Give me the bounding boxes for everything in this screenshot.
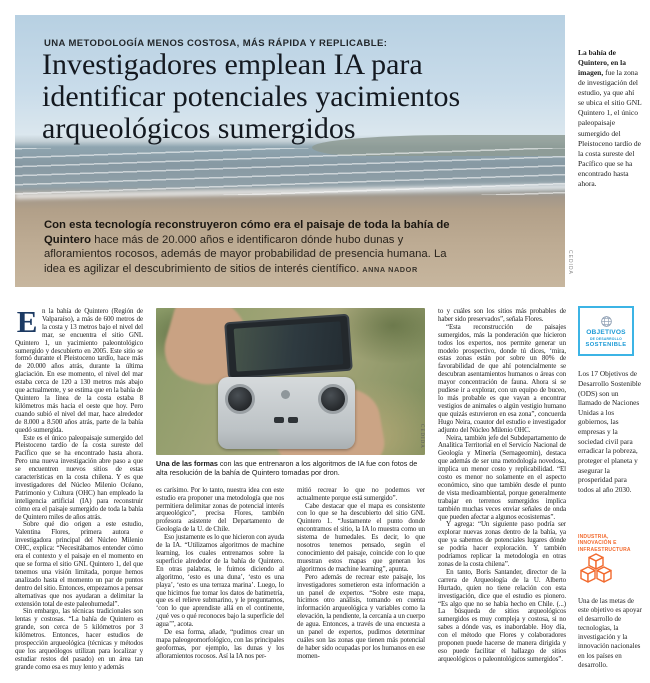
ods-wordmark-line3: SOSTENIBLE	[585, 341, 627, 348]
body-paragraph: De esa forma, añade, “pudimos crear un mapa paleogeomorfológico, con las principales geoformas, por ejemplo, las dunas y los afloramientos rocosos. Así la IA nos per-	[156, 628, 284, 660]
ods-description: Los 17 Objetivos de Desarrollo Sostenible (ODS) son un llamado de Naciones Unidas a los gobiernos, las empresas y la sociedad civil para erradicar la pobreza, proteger el planeta y asegurar la prosperidad para todos al año 2030.	[578, 369, 642, 494]
body-paragraph: Sobre qué dio origen a este estudio, Valentina Flores, primera autora e investigadora principal del Núcleo Milenio OHC, explica: “Necesitábamos entender cómo era el contexto y el paisaje en el momento en que se forma el sitio GNL Quintero 1, del que tenemos una visión limitada, porque hemos analizado hasta el momento un par de puntos dentro del sitio. Entonces, empezamos a pensar alternativas que nos ayudaran a delimitar la extensión total de este paleohumedal”.	[15, 520, 143, 608]
body-paragraph: to y cuáles son los sitios más probables de haber sido preservados”, señala Flores.	[438, 308, 566, 323]
phone-on-controller	[224, 314, 353, 379]
drone-photo-caption	[156, 459, 425, 478]
caption-bold: Una de las formas	[156, 459, 218, 468]
joystick-right	[318, 384, 348, 414]
column-4-paragraphs	[438, 308, 566, 664]
drone-photo-credit: CEDIDA	[419, 424, 424, 449]
sidebar-caption-rest: fue la zona de investigación del estudio, ya que ahí se ubica el sitio GNL Quintero 1, el único paleopaisaje sumergido del Pleistoceno tardío de la costa sureste del Pacífico que se ha encontrado hasta ahora.	[578, 67, 642, 189]
body-paragraph: n la bahía de Quintero (Región de Valparaíso), a más de 600 metros de la costa y 13 metros bajo el nivel del mar, se encuentra el sitio GNL Quintero 1, un yacimiento paleontológico sumergido y descubierto en 2005. Este sitio se formó durante el Pleistoceno tardío, hace más de 20.000 años atrás, durante la última glaciación. En ese momento, el nivel del mar estaba cerca de 120 a 130 metros más abajo que actualmente, y se estima que en la bahía de Quintero la línea de la costa estaba 8 kilómetros más hacia el oeste que hoy. Pero cuando subió el nivel del mar, hace alrededor de 8.000 a 8.500 años atrás, parte de la bahía quedó sumergida.	[15, 308, 143, 434]
body-paragraph: Cabe destacar que el mapa es consistente con lo que se ha descubierto del sitio GNL Quintero 1. “Justamente el punto donde encontramos el sitio, la IA lo muestra como un sistema de humedales. Es decir, lo que nosotros tenemos pensado, según el conocimiento del paisaje, coincide con lo que muestran estos mapas que generan los algoritmos de machine learning”, apunta.	[297, 501, 425, 573]
sdg9-description: Una de las metas de este objetivo es apoyar el desarrollo de tecnologías, la investigación y la innovación nacionales en los países en desarrollo.	[578, 597, 642, 669]
lede	[44, 218, 469, 277]
controller-buttons	[265, 415, 309, 427]
column-1-paragraphs	[15, 308, 143, 672]
body-paragraph: Neira, también jefe del Subdepartamento de Analítica Territorial en el Servicio Nacional de Geología y Minería (Sernageomin), destaca que además de ser una metodología novedosa, implica un menor costo y replicabilidad. “El costo es menor no solamente en el aspecto económico, sino que también desde el punto de vista medioambiental, porque generalmente trabajar en terrenos sumergidos implica también muchas veces enviar señales de onda que pueden afectar a algunos ecosistemas”.	[438, 433, 566, 521]
sdg9-cubes-icon	[578, 552, 614, 586]
article-column-1	[15, 308, 143, 683]
hero-beach-photo	[15, 15, 565, 287]
drone-controller-photo	[156, 308, 425, 455]
body-paragraph: “Esta reconstrucción de paisajes sumergidos, más la ponderación que hicieron todos los expertos, nos permite generar un modelo prospectivo, donde tú dices, ‘mira, estas zonas están por sobre un 80% de favorabilidad de que ahí potencialmente se descubran asentamientos humanos o áreas con mayor concentración de fauna. Ahora si se pudiese ir a explorar, con un equipo de buceo, lo más probable es que vayan a encontrar vestigios de animales o algún vestigio humano que quizás estuvieron en esa zona”, concuerda Hugo Neira, coautor del estudio e investigador adjunto del Núcleo Milenio OHC.	[438, 322, 566, 434]
middle-columns	[156, 487, 425, 683]
body-paragraph: Este es el único paleopaisaje sumergido del Pleistoceno tardío de la costa sureste del Pacífico que se ha encontrado hasta ahora. Pero una nueva investigación abre paso a que se encuentren nuevos sitios de estas características en la costa chilena. Y es que investigadores del Núcleo Milenio Océano, Patrimonio y Cultura (OHC) han empleado la inteligencia artificial (IA) para reconstruir cómo era el paisaje sumergido de toda la bahía de Quintero miles de años atrás.	[15, 433, 143, 521]
drone-remote-controller	[218, 377, 355, 449]
drop-cap: E	[16, 308, 38, 339]
article-middle-section	[156, 308, 425, 683]
byline: ANNA NADOR	[362, 265, 418, 275]
body-paragraph: Pero además de recrear este paisaje, los investigadores sometieron esta información a un panel de expertos. “Sobre este mapa, hicimos otro análisis, tomando en cuenta información arqueológica y variables como la elevación, la pendiente, la cercanía a un cuerpo de agua. Entonces, a través de una encuesta a un panel de expertos, pudimos determinar cuáles son las zonas que tienen más potencial de haber sido ocupadas por los humanos en ese momen-	[297, 572, 425, 660]
body-paragraph: mitió recrear lo que no podemos ver actualmente porque está sumergido”.	[297, 486, 425, 502]
body-paragraph: Eso justamente es lo que hicieron con ayuda de la IA. “Utilizamos algoritmos de machine learning, los cuales entrenamos sobre la superficie alrededor de la bahía de Quintero. En otras palabras, le fuimos diciendo al algoritmo, ‘esto es una duna’, ‘esto es una playa’, ‘esto es una terraza marina’. Luego, lo que hicimos fue tomar los datos de batimetría, que es el relieve submarino, y le preguntamos, ‘con lo que aprendiste allá en el continente, ¿qué ves o qué reconoces bajo la superficie del agua’”, acota.	[156, 533, 284, 629]
ods-wordmark-line1: OBJETIVOS	[586, 328, 626, 336]
phone-screen	[234, 322, 343, 372]
headline: Investigadores emplean IA para identificar potenciales yacimientos arqueológicos sumergidos	[42, 48, 461, 145]
article-column-4	[438, 308, 566, 683]
body-paragraph: Sin embargo, las técnicas tradicionales son lentas y costosas. “La bahía de Quintero es grande, son cerca de 5 kilómetros por 3 kilómetros. Entonces, hacer estudios de prospección arqueológica (técnicas y métodos que los arqueólogos utilizan para localizar y estudiar restos del pasado) en un área tan grande como esa es muy lento y además	[15, 607, 143, 671]
caption-rest: con las que entrenaron a los algoritmos de IA fue con fotos de alta resolución de la bahía de Quintero tomadas por dron.	[156, 459, 418, 478]
article-body	[15, 308, 566, 683]
sidebar-caption-bold: La bahía de Quintero, en la imagen,	[578, 47, 626, 77]
body-paragraph: En tanto, Boris Santander, director de la carrera de Arqueología de la U. Alberto Hurtado, quien no tiene relación con esta investigación, dice que el estudio es pionero. “Es algo que no se había hecho en Chile. (...) La búsqueda de sitios arqueológicos sumergidos es muy compleja y costosa, si no sabes a dónde vas, es inabordable. Hoy día, con el método que Flores y colaboradores proponen puede hacerse de manera dirigida y eso puede facilitar el hallazgo de sitios arqueológicos o paleontológicos sumergidos”.	[438, 567, 566, 663]
sdg9-label: INDUSTRIA, INNOVACIÓN E INFRAESTRUCTURA	[578, 534, 631, 553]
lede-bold: Con esta tecnología reconstruyeron cómo era el paisaje de toda la bahía de Quintero	[44, 219, 450, 246]
article-column-3	[297, 487, 425, 683]
joystick-left	[225, 384, 255, 414]
ods-wordmark-line2: DE DESARROLLO	[590, 336, 622, 341]
column-2-paragraphs	[156, 487, 284, 661]
lede-rest: hace más de 20.000 años e identificaron dónde hubo dunas y afloramientos rocosos, además de mayor probabilidad de presencia humana. La idea es agilizar el descubrimiento de sitios de interés científico.	[44, 233, 447, 276]
sidebar-photo-caption	[578, 48, 642, 190]
article-column-2	[156, 487, 284, 683]
hero-photo-credit: CEDIDA	[567, 250, 573, 275]
body-paragraph: Y agrega: “Un siguiente paso podría ser explorar nuevas zonas dentro de la bahía, ya que ya sabemos de potenciales lugares dónde se podría hacer exploración. Y también podríamos replicar la metodología en otras zonas de la costa chilena”.	[438, 520, 566, 568]
un-emblem-icon	[600, 315, 613, 328]
kicker: UNA METODOLOGÍA MENOS COSTOSA, MÁS RÁPIDA Y REPLICABLE:	[44, 38, 388, 49]
body-paragraph: es carísimo. Por lo tanto, nuestra idea con este estudio era proponer una metodología que nos permitiera delimitar zonas de potencial interés arqueológico”, precisa Flores, también profesora asistente del Departamento de Geología de la U. de Chile.	[156, 486, 284, 534]
ods-logo-box	[578, 306, 634, 356]
controller-logo-dot	[281, 390, 290, 399]
column-3-paragraphs	[297, 487, 425, 661]
